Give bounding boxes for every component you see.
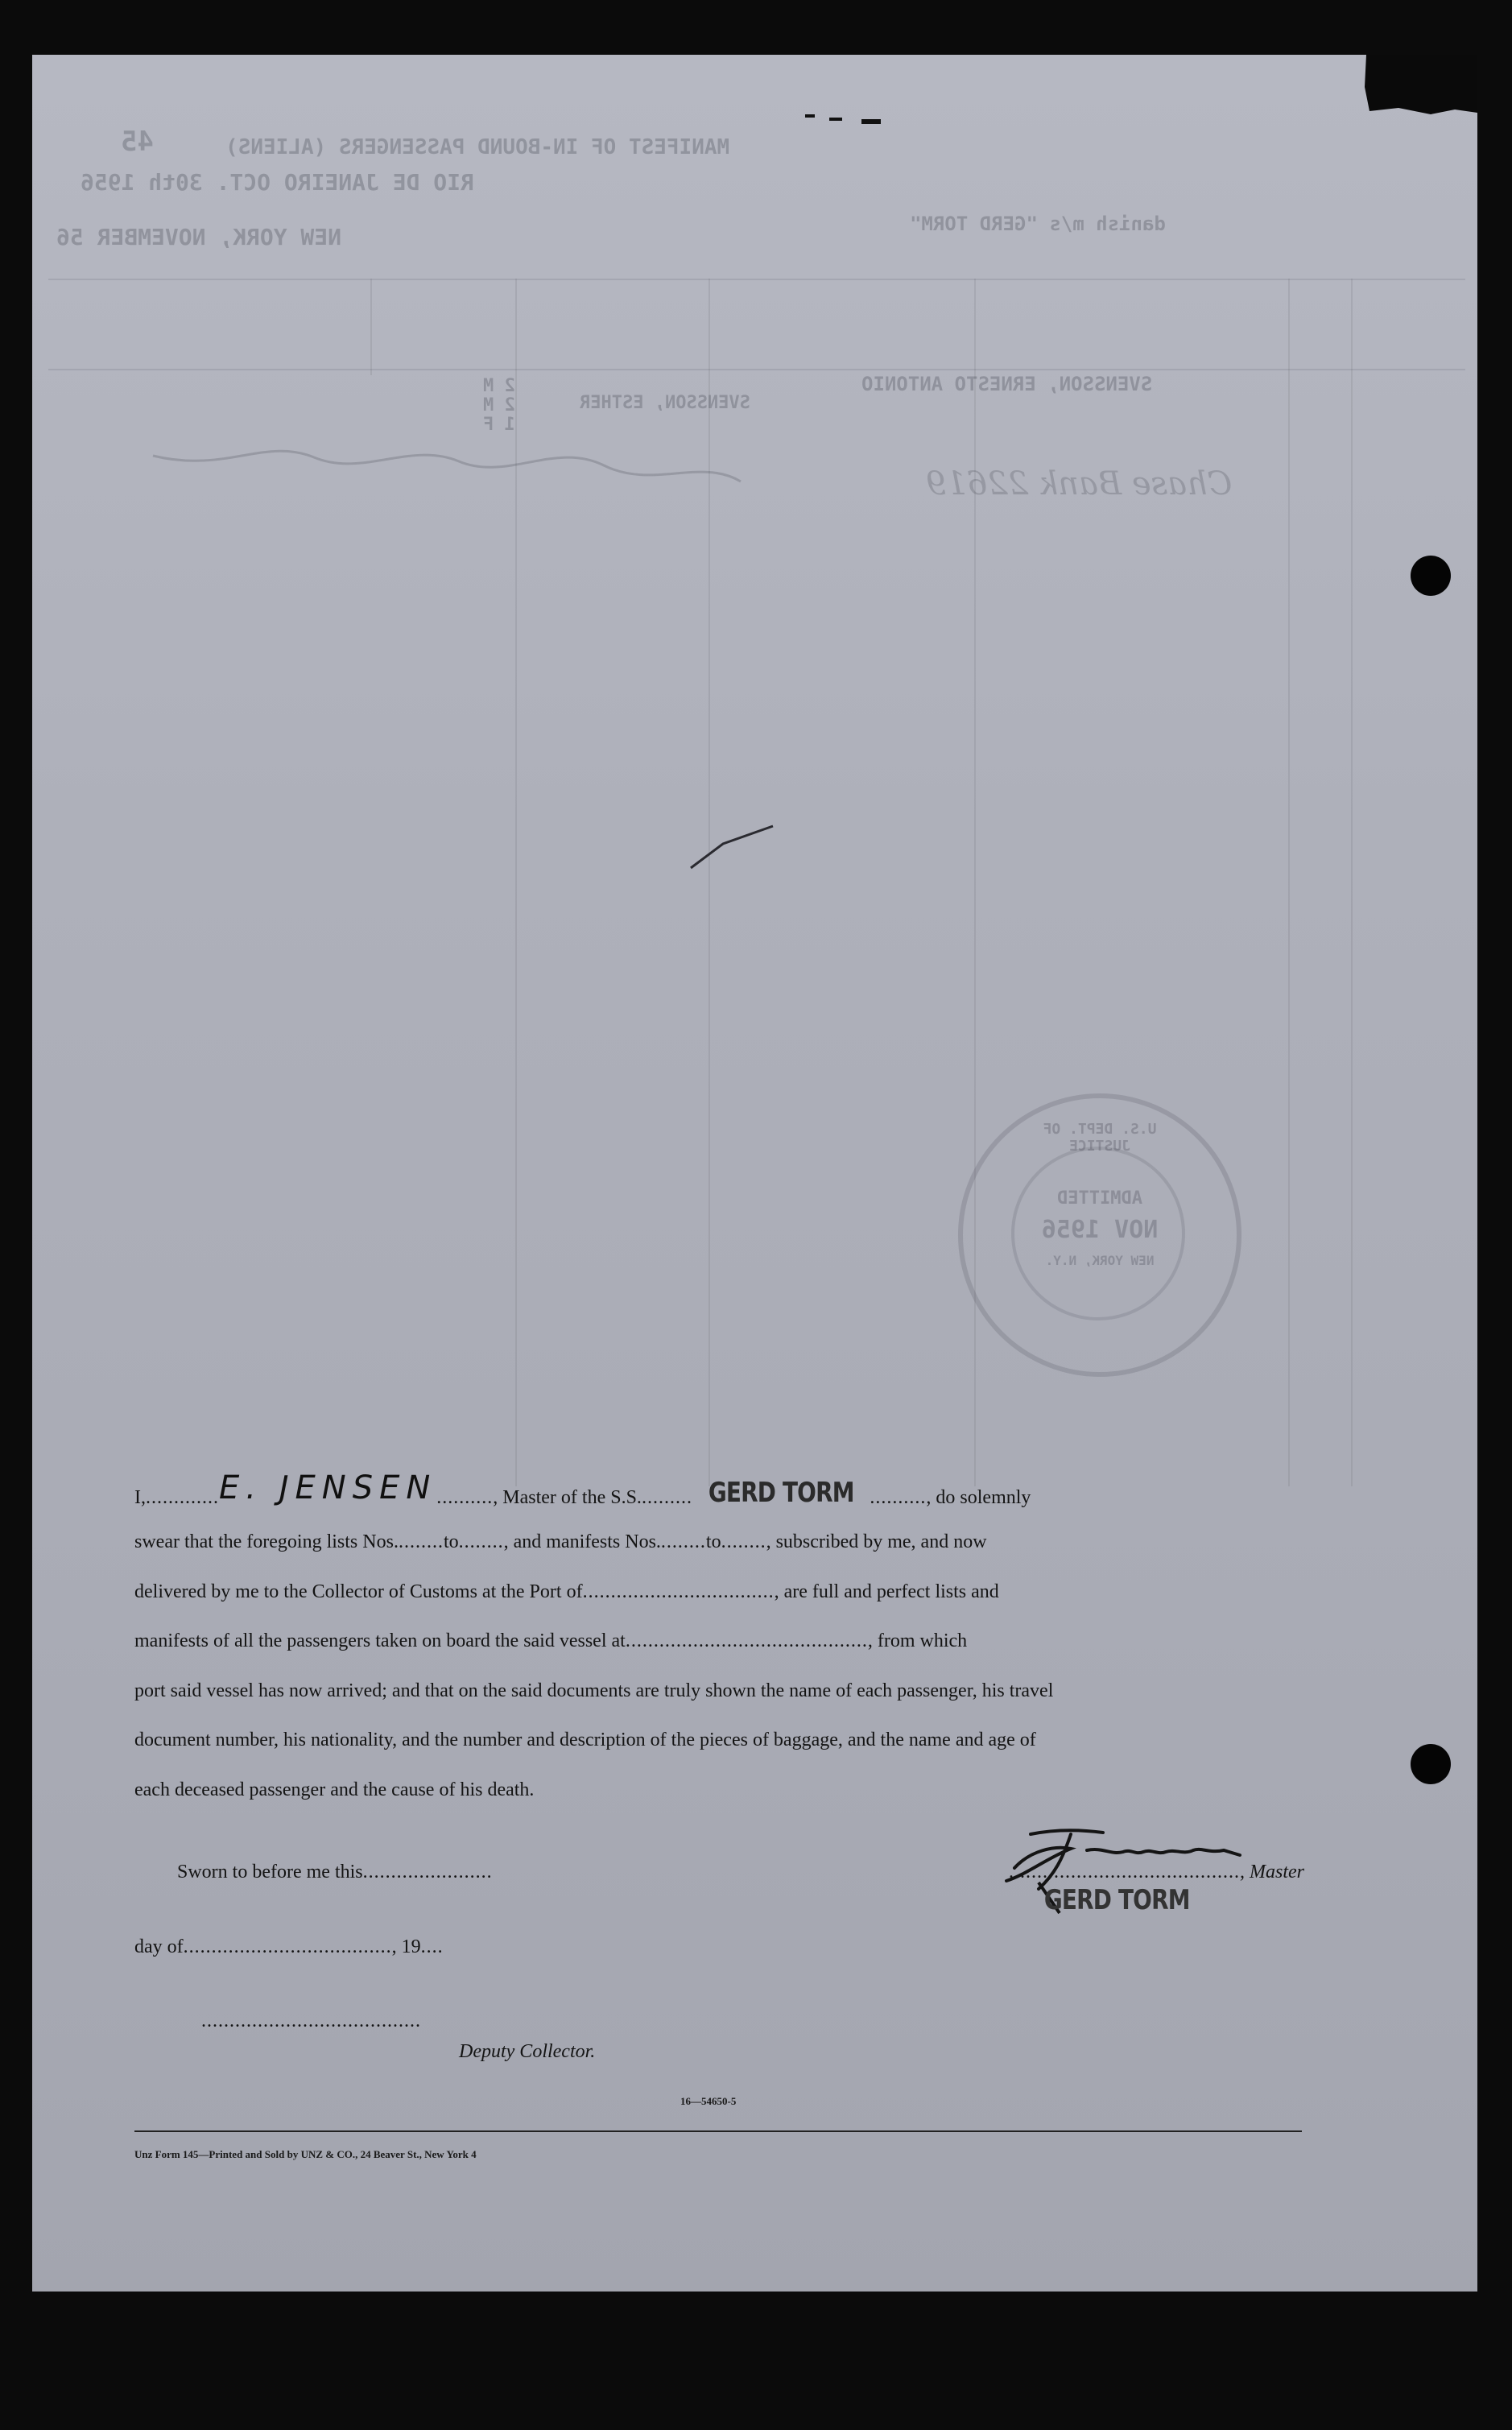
ghost-rule <box>1288 279 1290 1486</box>
ghost-handwriting: Chase Bank 22619 <box>926 465 1233 502</box>
oath-i: I, <box>134 1487 146 1508</box>
ghost-header-num: 45 <box>121 126 154 158</box>
stamp-line2: ADMITTED <box>1057 1188 1142 1209</box>
admission-stamp <box>958 1093 1241 1377</box>
year-text: , 19 <box>391 1936 421 1957</box>
tape-speck <box>797 110 910 134</box>
oath-text: to <box>443 1531 459 1552</box>
ghost-header-line2: RIO DE JANEIRO OCT. 30th 1956 <box>81 169 474 196</box>
oath-line-2: swear that the foregoing lists Nos.........to........, and manifests Nos.........to........, subscribed by me, and now <box>134 1531 987 1552</box>
ghost-rule <box>48 279 1465 280</box>
oath-master-of: , Master of the S.S. <box>493 1487 642 1508</box>
oath-line-7: each deceased passenger and the cause of his death. <box>134 1779 535 1800</box>
ghost-rule <box>1351 279 1353 1486</box>
ship-name-stamp: GERD TORM <box>708 1477 854 1509</box>
footer-rule <box>134 2130 1302 2132</box>
oath-line-3: delivered by me to the Collector of Customs at the Port of.................................., are full and perfect lists and <box>134 1581 999 1602</box>
ghost-col-b: SVENSSON, ESTHER <box>580 393 750 413</box>
master-name-handwritten: E. JENSEN <box>219 1469 437 1506</box>
ghost-rule <box>370 279 372 375</box>
day-of-line: day of....................................., 19.... <box>134 1936 444 1957</box>
ghost-header-line3: NEW YORK, NOVEMBER 56 <box>56 224 342 250</box>
sworn-text: Sworn to before me this <box>177 1862 363 1882</box>
punch-hole <box>1411 1744 1451 1784</box>
printer-line: Unz Form 145—Printed and Sold by UNZ & CO., 24 Beaver St., New York 4 <box>134 2148 477 2160</box>
stamp-line1: U.S. DEPT. OF JUSTICE <box>1043 1121 1157 1155</box>
day-of-text: day of <box>134 1936 184 1957</box>
deputy-collector-label: Deputy Collector. <box>459 2041 596 2062</box>
oath-text: , are full and perfect lists and <box>774 1581 999 1602</box>
oath-line-5: port said vessel has now arrived; and that on the said documents are truly shown the name of each passenger, his travel <box>134 1680 1054 1701</box>
ghost-col-a: SVENSSON, ERNESTO ANTONIO <box>861 373 1153 395</box>
form-code: 16—54650-5 <box>680 2095 737 2107</box>
master-ship-stamp: GERD TORM <box>1043 1884 1190 1916</box>
ghost-header-line1: MANIFEST OF IN-BOUND PASSENGERS (ALIENS) <box>225 135 730 159</box>
ghost-codes: 2 M 2 M 1 F <box>483 376 515 435</box>
oath-text: to <box>705 1531 721 1552</box>
ghost-rule <box>48 369 1465 370</box>
pen-mark <box>683 763 779 876</box>
stamp-line3: NOV 1956 <box>1041 1216 1159 1244</box>
oath-text: manifests of all the passengers taken on board the said vessel at <box>134 1630 626 1651</box>
oath-text: , from which <box>867 1630 968 1651</box>
punch-hole <box>1411 556 1451 596</box>
oath-solemnly: , do solemnly <box>926 1487 1031 1508</box>
oath-line-6: document number, his nationality, and the number and description of the pieces of baggage, and the name and age of <box>134 1730 1036 1750</box>
sworn-line: Sworn to before me this....................... <box>177 1862 493 1882</box>
ghost-header-line3b: danish m/s "GERD TORM" <box>910 213 1166 235</box>
oath-text: delivered by me to the Collector of Customs at the Port of <box>134 1581 583 1602</box>
oath-text: , and manifests Nos. <box>503 1531 661 1552</box>
oath-line-1: I,.............E. JENSEN.........., Master of the S.S.......... GERD TORM .........., do solemnly <box>134 1469 1031 1509</box>
ghost-handwriting-left <box>137 433 749 465</box>
oath-line-4: manifests of all the passengers taken on board the said vessel at..........................................., from which <box>134 1630 968 1651</box>
document-page <box>32 55 1477 2292</box>
tape-mark <box>1334 55 1477 119</box>
deputy-dots: ....................................... <box>201 2011 421 2031</box>
master-label: , Master <box>1240 1862 1304 1882</box>
oath-text: , subscribed by me, and now <box>766 1531 987 1552</box>
oath-text: swear that the foregoing lists Nos. <box>134 1531 399 1552</box>
master-sign-line: ........................................., Master <box>1009 1862 1304 1882</box>
ghost-rule <box>974 279 976 1486</box>
stamp-line4: NEW YORK, N.Y. <box>1045 1253 1155 1268</box>
